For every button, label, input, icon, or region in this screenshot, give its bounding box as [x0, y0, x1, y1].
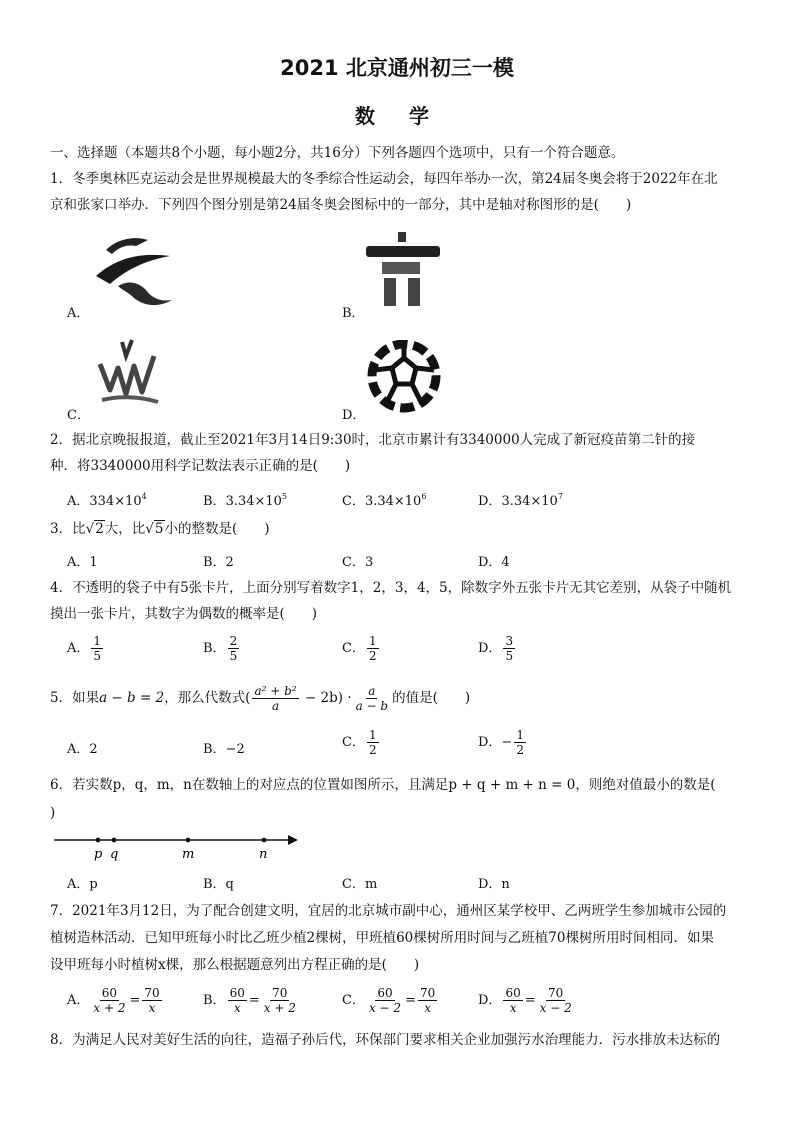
q5-option-d: D．− $\frac{1}{2}$	[478, 728, 524, 757]
q6-line2: )	[50, 805, 56, 821]
q1-label-c: C．	[67, 408, 90, 423]
number-line	[52, 830, 304, 862]
emblem-figure-a	[88, 228, 180, 310]
q6-line1: 6．若实数p，q，m，n在数轴上的对应点的位置如图所示，且满足p + q + m + n = 0，则绝对值最小的数是(	[50, 777, 716, 793]
point-m	[186, 838, 191, 843]
q5-option-a: A．2	[67, 742, 98, 757]
axis-label-n: n	[259, 847, 268, 862]
q5-stem: 5．如果a − b = 2，那么代数式( $\frac{\text{a² + b²}}{a}$ − 2b) · $\frac{a}{a - b}$ 的值是( )	[50, 684, 471, 713]
q8-line1: 8．为满足人民对美好生活的向往，造福子孙后代，环保部门要求相关企业加强污水治理能力．污水排放未达标的	[50, 1032, 721, 1048]
q2-option-d: D．$3.34\times 10^7$	[478, 492, 563, 509]
section-heading: 一、选择题（本题共8个小题，每小题2分，共16分）下列各题四个选项中，只有一个符合题意。	[50, 145, 625, 161]
q1-label-a: A．	[67, 306, 90, 321]
q2-line2: 种．将3340000用科学记数法表示正确的是( )	[50, 458, 351, 474]
q4-line1: 4．不透明的袋子中有5张卡片，上面分别写着数字1，2，3，4，5，除数字外五张卡片无其它差别，从袋子中随机	[50, 580, 732, 596]
q6-option-b: B．q	[203, 877, 234, 892]
emblem-figure-b	[360, 230, 446, 310]
q4-option-a: A． $\frac{1}{5}$	[67, 634, 102, 663]
q2-line1: 2．据北京晚报报道，截止至2021年3月14日9:30时，北京市累计有3340000人完成了新冠疫苗第二针的接	[50, 432, 696, 448]
q4-option-d: D． $\frac{3}{5}$	[478, 634, 514, 663]
q5-option-b: B．−2	[203, 742, 245, 757]
axis-label-p: p	[94, 847, 103, 862]
point-n	[262, 838, 267, 843]
axis-label-m: m	[182, 847, 195, 862]
q2-option-a: A．$334\times 10^4$	[67, 492, 147, 509]
point-p	[96, 838, 101, 843]
q7-option-c: C． $\frac{60}{x - 2}$ = $\frac{70}{x}$	[342, 986, 436, 1015]
q6-option-a: A．p	[67, 877, 98, 892]
emblem-figure-c	[92, 334, 170, 412]
q6-option-c: C．m	[342, 877, 378, 892]
axis-label-q: q	[110, 847, 119, 862]
q1-label-b: B．	[342, 306, 365, 321]
q2-option-b: B．$3.34\times 10^5$	[203, 492, 288, 509]
q3-stem: 3．比√2大，比√5小的整数是( )	[50, 521, 270, 537]
q7-option-a: A． $\frac{60}{x + 2}$ = $\frac{70}{x}$	[67, 986, 160, 1015]
q1-label-d: D．	[342, 408, 366, 423]
q4-line2: 摸出一张卡片，其数字为偶数的概率是( )	[50, 606, 318, 622]
q7-option-d: D． $\frac{60}{x}$ = $\frac{70}{x - 2}$	[478, 986, 572, 1015]
q7-line2: 植树造林活动．已知甲班每小时比乙班少植2棵树，甲班植60棵树所用时间与乙班植70棵树所用时间相同．如果	[50, 930, 714, 946]
q3-option-d: D．4	[478, 555, 510, 570]
subject-title: 数学	[355, 104, 463, 128]
emblem-figure-d	[366, 340, 442, 414]
page-title: 2021 北京通州初三一模	[280, 56, 514, 80]
q1-line1: 1．冬季奥林匹克运动会是世界规模最大的冬季综合性运动会，每四年举办一次，第24届冬奥会将于2022年在北	[50, 171, 718, 187]
q3-option-a: A．1	[67, 555, 98, 570]
point-q	[112, 838, 117, 843]
q7-option-b: B． $\frac{60}{x}$ = $\frac{70}{x + 2}$	[203, 986, 296, 1015]
q7-line3: 设甲班每小时植树x棵，那么根据题意列出方程正确的是( )	[50, 957, 420, 973]
q4-option-b: B． $\frac{2}{5}$	[203, 634, 238, 663]
q2-option-c: C．$3.34\times 10^6$	[342, 492, 427, 509]
q3-option-b: B．2	[203, 555, 234, 570]
q7-line1: 7．2021年3月12日，为了配合创建文明，宜居的北京城市副中心，通州区某学校甲、乙两班学生参加城市公园的	[50, 903, 727, 919]
q5-option-c: C． $\frac{1}{2}$	[342, 728, 377, 757]
q1-line2: 京和张家口举办．下列四个图分别是第24届冬奥会图标中的一部分，其中是轴对称图形的是( )	[50, 197, 632, 213]
q4-option-c: C． $\frac{1}{2}$	[342, 634, 377, 663]
q3-option-c: C．3	[342, 555, 374, 570]
q6-option-d: D．n	[478, 877, 510, 892]
